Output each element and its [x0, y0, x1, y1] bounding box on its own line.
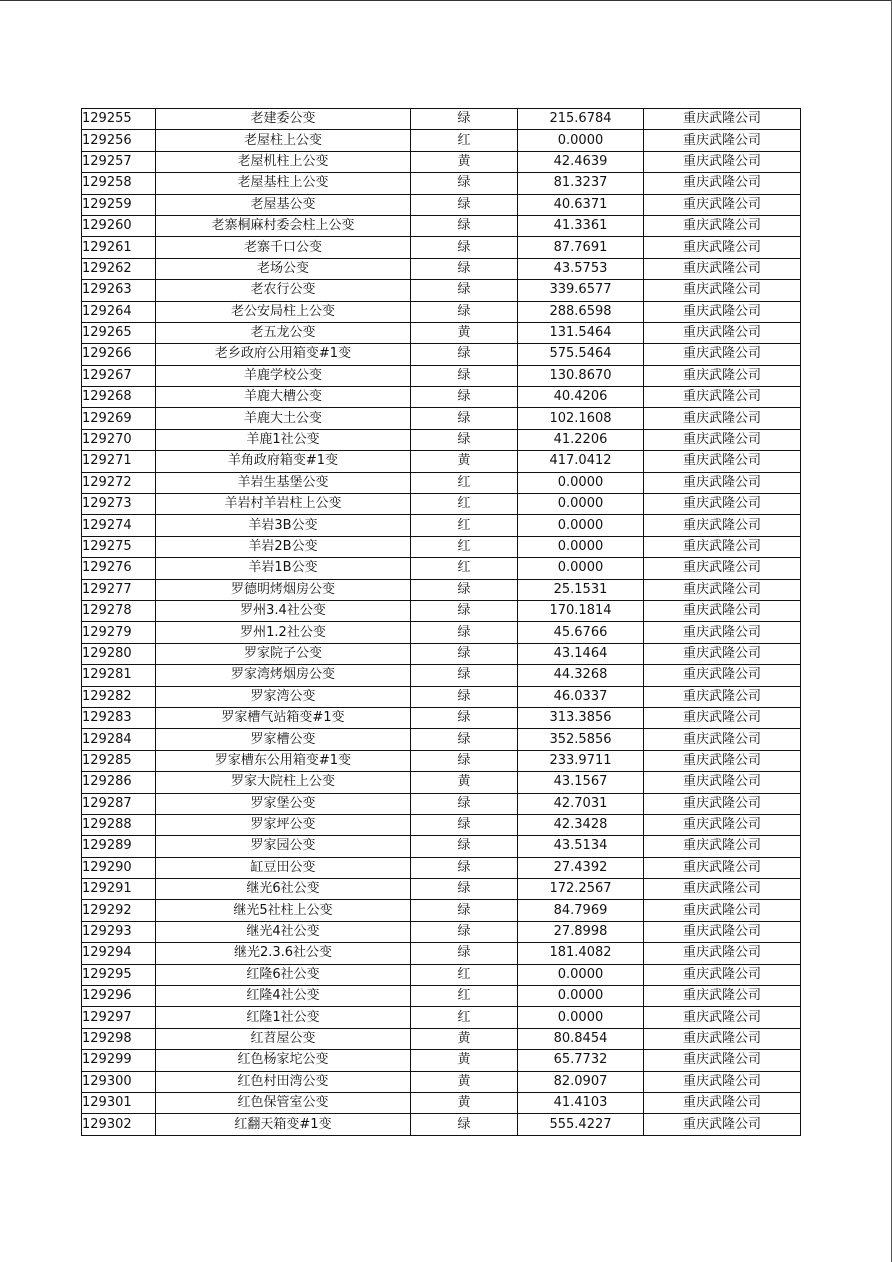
value-cell: 0.0000 — [518, 964, 644, 985]
row-id-cell: 129255 — [82, 109, 156, 130]
company-cell: 重庆武隆公司 — [644, 344, 801, 365]
status-color-cell: 红 — [411, 536, 518, 557]
status-color-cell: 绿 — [411, 344, 518, 365]
row-id-cell: 129286 — [82, 772, 156, 793]
table-row — [82, 280, 801, 301]
table-row — [82, 964, 801, 985]
status-color-cell: 绿 — [411, 173, 518, 194]
value-cell: 555.4227 — [518, 1114, 644, 1135]
table-row — [82, 322, 801, 343]
row-id-cell: 129292 — [82, 900, 156, 921]
table-row — [82, 1114, 801, 1135]
table-row — [82, 301, 801, 322]
status-color-cell: 绿 — [411, 879, 518, 900]
row-id-cell: 129288 — [82, 814, 156, 835]
table-row — [82, 943, 801, 964]
value-cell: 131.5464 — [518, 322, 644, 343]
table-row — [82, 921, 801, 942]
table-row — [82, 600, 801, 621]
table-row — [82, 344, 801, 365]
row-id-cell: 129293 — [82, 921, 156, 942]
table-row — [82, 130, 801, 151]
transformer-name-cell: 罗家湾烤烟房公变 — [156, 665, 411, 686]
value-cell: 42.3428 — [518, 814, 644, 835]
table-row — [82, 515, 801, 536]
company-cell: 重庆武隆公司 — [644, 1050, 801, 1071]
company-cell: 重庆武隆公司 — [644, 579, 801, 600]
transformer-name-cell: 老寨千口公变 — [156, 237, 411, 258]
table-row — [82, 857, 801, 878]
table-row — [82, 173, 801, 194]
table-row — [82, 451, 801, 472]
transformer-name-cell: 罗家槽东公用箱变#1变 — [156, 750, 411, 771]
company-cell: 重庆武隆公司 — [644, 494, 801, 515]
table-row — [82, 729, 801, 750]
table-row — [82, 215, 801, 236]
row-id-cell: 129260 — [82, 215, 156, 236]
status-color-cell: 绿 — [411, 408, 518, 429]
value-cell: 0.0000 — [518, 1007, 644, 1028]
table-row — [82, 622, 801, 643]
status-color-cell: 绿 — [411, 622, 518, 643]
transformer-name-cell: 羊鹿大土公变 — [156, 408, 411, 429]
transformer-name-cell: 继光2.3.6社公变 — [156, 943, 411, 964]
status-color-cell: 黄 — [411, 1050, 518, 1071]
table-row — [82, 494, 801, 515]
status-color-cell: 黄 — [411, 1092, 518, 1113]
table-row — [82, 814, 801, 835]
company-cell: 重庆武隆公司 — [644, 943, 801, 964]
table-row — [82, 750, 801, 771]
status-color-cell: 绿 — [411, 943, 518, 964]
table-row — [82, 1007, 801, 1028]
table-row — [82, 472, 801, 493]
row-id-cell: 129283 — [82, 707, 156, 728]
company-cell: 重庆武隆公司 — [644, 151, 801, 172]
transformer-name-cell: 羊鹿学校公变 — [156, 365, 411, 386]
company-cell: 重庆武隆公司 — [644, 1114, 801, 1135]
status-color-cell: 黄 — [411, 322, 518, 343]
value-cell: 43.1567 — [518, 772, 644, 793]
row-id-cell: 129300 — [82, 1071, 156, 1092]
value-cell: 102.1608 — [518, 408, 644, 429]
transformer-name-cell: 罗家槽公变 — [156, 729, 411, 750]
value-cell: 40.4206 — [518, 387, 644, 408]
company-cell: 重庆武隆公司 — [644, 986, 801, 1007]
status-color-cell: 绿 — [411, 857, 518, 878]
value-cell: 170.1814 — [518, 600, 644, 621]
value-cell: 45.6766 — [518, 622, 644, 643]
company-cell: 重庆武隆公司 — [644, 707, 801, 728]
table-row — [82, 643, 801, 664]
table-row — [82, 836, 801, 857]
table-row — [82, 365, 801, 386]
transformer-name-cell: 老寨桐麻村委会柱上公变 — [156, 215, 411, 236]
status-color-cell: 红 — [411, 1007, 518, 1028]
value-cell: 0.0000 — [518, 130, 644, 151]
status-color-cell: 绿 — [411, 793, 518, 814]
status-color-cell: 绿 — [411, 194, 518, 215]
transformer-name-cell: 老乡政府公用箱变#1变 — [156, 344, 411, 365]
table-row — [82, 258, 801, 279]
company-cell: 重庆武隆公司 — [644, 814, 801, 835]
company-cell: 重庆武隆公司 — [644, 408, 801, 429]
row-id-cell: 129287 — [82, 793, 156, 814]
transformer-name-cell: 红色村田湾公变 — [156, 1071, 411, 1092]
table-row — [82, 109, 801, 130]
transformer-name-cell: 红隆4社公变 — [156, 986, 411, 1007]
table-row — [82, 665, 801, 686]
value-cell: 215.6784 — [518, 109, 644, 130]
value-cell: 43.5134 — [518, 836, 644, 857]
value-cell: 181.4082 — [518, 943, 644, 964]
table-row — [82, 387, 801, 408]
row-id-cell: 129291 — [82, 879, 156, 900]
value-cell: 43.1464 — [518, 643, 644, 664]
company-cell: 重庆武隆公司 — [644, 215, 801, 236]
row-id-cell: 129280 — [82, 643, 156, 664]
status-color-cell: 绿 — [411, 280, 518, 301]
transformer-name-cell: 缸豆田公变 — [156, 857, 411, 878]
row-id-cell: 129265 — [82, 322, 156, 343]
table-row — [82, 579, 801, 600]
transformer-table — [81, 108, 801, 1136]
value-cell: 0.0000 — [518, 472, 644, 493]
status-color-cell: 黄 — [411, 451, 518, 472]
company-cell: 重庆武隆公司 — [644, 258, 801, 279]
company-cell: 重庆武隆公司 — [644, 536, 801, 557]
transformer-name-cell: 老农行公变 — [156, 280, 411, 301]
status-color-cell: 绿 — [411, 921, 518, 942]
transformer-name-cell: 罗家大院柱上公变 — [156, 772, 411, 793]
transformer-name-cell: 羊鹿1社公变 — [156, 429, 411, 450]
transformer-name-cell: 羊鹿大槽公变 — [156, 387, 411, 408]
transformer-name-cell: 继光6社公变 — [156, 879, 411, 900]
transformer-name-cell: 老屋机柱上公变 — [156, 151, 411, 172]
table-row — [82, 429, 801, 450]
company-cell: 重庆武隆公司 — [644, 280, 801, 301]
transformer-name-cell: 罗州3.4社公变 — [156, 600, 411, 621]
value-cell: 41.4103 — [518, 1092, 644, 1113]
row-id-cell: 129284 — [82, 729, 156, 750]
transformer-name-cell: 羊角政府箱变#1变 — [156, 451, 411, 472]
row-id-cell: 129263 — [82, 280, 156, 301]
row-id-cell: 129264 — [82, 301, 156, 322]
table-row — [82, 536, 801, 557]
status-color-cell: 绿 — [411, 1114, 518, 1135]
row-id-cell: 129261 — [82, 237, 156, 258]
company-cell: 重庆武隆公司 — [644, 558, 801, 579]
status-color-cell: 红 — [411, 558, 518, 579]
company-cell: 重庆武隆公司 — [644, 1092, 801, 1113]
value-cell: 417.0412 — [518, 451, 644, 472]
status-color-cell: 绿 — [411, 750, 518, 771]
row-id-cell: 129267 — [82, 365, 156, 386]
status-color-cell: 黄 — [411, 1028, 518, 1049]
value-cell: 233.9711 — [518, 750, 644, 771]
value-cell: 65.7732 — [518, 1050, 644, 1071]
transformer-name-cell: 老五龙公变 — [156, 322, 411, 343]
company-cell: 重庆武隆公司 — [644, 1028, 801, 1049]
value-cell: 81.3237 — [518, 173, 644, 194]
transformer-name-cell: 红苕屋公变 — [156, 1028, 411, 1049]
transformer-name-cell: 罗州1.2社公变 — [156, 622, 411, 643]
row-id-cell: 129294 — [82, 943, 156, 964]
row-id-cell: 129278 — [82, 600, 156, 621]
value-cell: 172.2567 — [518, 879, 644, 900]
value-cell: 41.3361 — [518, 215, 644, 236]
row-id-cell: 129275 — [82, 536, 156, 557]
row-id-cell: 129271 — [82, 451, 156, 472]
row-id-cell: 129285 — [82, 750, 156, 771]
row-id-cell: 129258 — [82, 173, 156, 194]
table-row — [82, 879, 801, 900]
value-cell: 0.0000 — [518, 558, 644, 579]
status-color-cell: 绿 — [411, 643, 518, 664]
transformer-name-cell: 罗家湾公变 — [156, 686, 411, 707]
company-cell: 重庆武隆公司 — [644, 921, 801, 942]
status-color-cell: 绿 — [411, 429, 518, 450]
value-cell: 27.4392 — [518, 857, 644, 878]
table-row — [82, 772, 801, 793]
row-id-cell: 129269 — [82, 408, 156, 429]
table-row — [82, 1092, 801, 1113]
table-row — [82, 151, 801, 172]
value-cell: 27.8998 — [518, 921, 644, 942]
company-cell: 重庆武隆公司 — [644, 857, 801, 878]
value-cell: 130.8670 — [518, 365, 644, 386]
status-color-cell: 绿 — [411, 836, 518, 857]
row-id-cell: 129262 — [82, 258, 156, 279]
value-cell: 0.0000 — [518, 515, 644, 536]
status-color-cell: 红 — [411, 130, 518, 151]
value-cell: 313.3856 — [518, 707, 644, 728]
status-color-cell: 红 — [411, 494, 518, 515]
row-id-cell: 129281 — [82, 665, 156, 686]
row-id-cell: 129273 — [82, 494, 156, 515]
value-cell: 0.0000 — [518, 494, 644, 515]
value-cell: 46.0337 — [518, 686, 644, 707]
transformer-name-cell: 红隆1社公变 — [156, 1007, 411, 1028]
company-cell: 重庆武隆公司 — [644, 964, 801, 985]
row-id-cell: 129290 — [82, 857, 156, 878]
transformer-name-cell: 红隆6社公变 — [156, 964, 411, 985]
status-color-cell: 绿 — [411, 237, 518, 258]
row-id-cell: 129274 — [82, 515, 156, 536]
table-row — [82, 1071, 801, 1092]
transformer-name-cell: 老公安局柱上公变 — [156, 301, 411, 322]
value-cell: 43.5753 — [518, 258, 644, 279]
company-cell: 重庆武隆公司 — [644, 836, 801, 857]
status-color-cell: 红 — [411, 964, 518, 985]
row-id-cell: 129282 — [82, 686, 156, 707]
transformer-name-cell: 红色保管室公变 — [156, 1092, 411, 1113]
company-cell: 重庆武隆公司 — [644, 173, 801, 194]
company-cell: 重庆武隆公司 — [644, 301, 801, 322]
row-id-cell: 129302 — [82, 1114, 156, 1135]
company-cell: 重庆武隆公司 — [644, 793, 801, 814]
transformer-name-cell: 老屋柱上公变 — [156, 130, 411, 151]
transformer-name-cell: 罗家堡公变 — [156, 793, 411, 814]
company-cell: 重庆武隆公司 — [644, 237, 801, 258]
company-cell: 重庆武隆公司 — [644, 729, 801, 750]
status-color-cell: 红 — [411, 986, 518, 1007]
company-cell: 重庆武隆公司 — [644, 365, 801, 386]
table-row — [82, 1028, 801, 1049]
transformer-name-cell: 罗家院子公变 — [156, 643, 411, 664]
table-row — [82, 237, 801, 258]
status-color-cell: 绿 — [411, 387, 518, 408]
company-cell: 重庆武隆公司 — [644, 900, 801, 921]
transformer-name-cell: 羊岩生基堡公变 — [156, 472, 411, 493]
company-cell: 重庆武隆公司 — [644, 451, 801, 472]
company-cell: 重庆武隆公司 — [644, 130, 801, 151]
company-cell: 重庆武隆公司 — [644, 643, 801, 664]
table-row — [82, 408, 801, 429]
table-row — [82, 986, 801, 1007]
transformer-name-cell: 罗家坪公变 — [156, 814, 411, 835]
row-id-cell: 129298 — [82, 1028, 156, 1049]
company-cell: 重庆武隆公司 — [644, 622, 801, 643]
value-cell: 0.0000 — [518, 536, 644, 557]
value-cell: 42.7031 — [518, 793, 644, 814]
status-color-cell: 黄 — [411, 151, 518, 172]
company-cell: 重庆武隆公司 — [644, 665, 801, 686]
company-cell: 重庆武隆公司 — [644, 322, 801, 343]
row-id-cell: 129296 — [82, 986, 156, 1007]
row-id-cell: 129299 — [82, 1050, 156, 1071]
value-cell: 82.0907 — [518, 1071, 644, 1092]
company-cell: 重庆武隆公司 — [644, 600, 801, 621]
status-color-cell: 黄 — [411, 772, 518, 793]
transformer-name-cell: 继光5社柱上公变 — [156, 900, 411, 921]
row-id-cell: 129256 — [82, 130, 156, 151]
status-color-cell: 绿 — [411, 109, 518, 130]
company-cell: 重庆武隆公司 — [644, 387, 801, 408]
value-cell: 40.6371 — [518, 194, 644, 215]
value-cell: 575.5464 — [518, 344, 644, 365]
company-cell: 重庆武隆公司 — [644, 109, 801, 130]
transformer-name-cell: 老场公变 — [156, 258, 411, 279]
row-id-cell: 129270 — [82, 429, 156, 450]
status-color-cell: 绿 — [411, 579, 518, 600]
status-color-cell: 绿 — [411, 301, 518, 322]
row-id-cell: 129297 — [82, 1007, 156, 1028]
transformer-name-cell: 继光4社公变 — [156, 921, 411, 942]
row-id-cell: 129266 — [82, 344, 156, 365]
table-row — [82, 558, 801, 579]
company-cell: 重庆武隆公司 — [644, 750, 801, 771]
status-color-cell: 绿 — [411, 707, 518, 728]
table-row — [82, 194, 801, 215]
company-cell: 重庆武隆公司 — [644, 879, 801, 900]
company-cell: 重庆武隆公司 — [644, 515, 801, 536]
company-cell: 重庆武隆公司 — [644, 1071, 801, 1092]
row-id-cell: 129257 — [82, 151, 156, 172]
table-row — [82, 686, 801, 707]
transformer-name-cell: 羊岩1B公变 — [156, 558, 411, 579]
company-cell: 重庆武隆公司 — [644, 686, 801, 707]
table-row — [82, 707, 801, 728]
table-row — [82, 793, 801, 814]
value-cell: 44.3268 — [518, 665, 644, 686]
company-cell: 重庆武隆公司 — [644, 1007, 801, 1028]
row-id-cell: 129301 — [82, 1092, 156, 1113]
row-id-cell: 129259 — [82, 194, 156, 215]
value-cell: 41.2206 — [518, 429, 644, 450]
transformer-name-cell: 红翻天箱变#1变 — [156, 1114, 411, 1135]
transformer-name-cell: 羊岩村羊岩柱上公变 — [156, 494, 411, 515]
value-cell: 42.4639 — [518, 151, 644, 172]
transformer-name-cell: 罗德明烤烟房公变 — [156, 579, 411, 600]
value-cell: 352.5856 — [518, 729, 644, 750]
row-id-cell: 129272 — [82, 472, 156, 493]
status-color-cell: 绿 — [411, 814, 518, 835]
company-cell: 重庆武隆公司 — [644, 194, 801, 215]
value-cell: 25.1531 — [518, 579, 644, 600]
status-color-cell: 红 — [411, 472, 518, 493]
value-cell: 84.7969 — [518, 900, 644, 921]
status-color-cell: 绿 — [411, 729, 518, 750]
status-color-cell: 绿 — [411, 600, 518, 621]
status-color-cell: 绿 — [411, 365, 518, 386]
transformer-name-cell: 红色杨家坨公变 — [156, 1050, 411, 1071]
status-color-cell: 红 — [411, 515, 518, 536]
status-color-cell: 绿 — [411, 686, 518, 707]
transformer-name-cell: 老建委公变 — [156, 109, 411, 130]
row-id-cell: 129268 — [82, 387, 156, 408]
value-cell: 0.0000 — [518, 986, 644, 1007]
row-id-cell: 129277 — [82, 579, 156, 600]
table-body — [82, 109, 801, 1136]
status-color-cell: 绿 — [411, 258, 518, 279]
transformer-name-cell: 老屋基柱上公变 — [156, 173, 411, 194]
row-id-cell: 129276 — [82, 558, 156, 579]
page-top-border — [0, 0, 892, 1]
transformer-name-cell: 老屋基公变 — [156, 194, 411, 215]
company-cell: 重庆武隆公司 — [644, 472, 801, 493]
status-color-cell: 绿 — [411, 215, 518, 236]
company-cell: 重庆武隆公司 — [644, 429, 801, 450]
value-cell: 80.8454 — [518, 1028, 644, 1049]
transformer-name-cell: 罗家槽气站箱变#1变 — [156, 707, 411, 728]
row-id-cell: 129279 — [82, 622, 156, 643]
company-cell: 重庆武隆公司 — [644, 772, 801, 793]
table-row — [82, 900, 801, 921]
table-row — [82, 1050, 801, 1071]
value-cell: 339.6577 — [518, 280, 644, 301]
value-cell: 87.7691 — [518, 237, 644, 258]
transformer-name-cell: 罗家园公变 — [156, 836, 411, 857]
transformer-name-cell: 羊岩3B公变 — [156, 515, 411, 536]
status-color-cell: 绿 — [411, 900, 518, 921]
row-id-cell: 129295 — [82, 964, 156, 985]
transformer-name-cell: 羊岩2B公变 — [156, 536, 411, 557]
status-color-cell: 黄 — [411, 1071, 518, 1092]
status-color-cell: 绿 — [411, 665, 518, 686]
row-id-cell: 129289 — [82, 836, 156, 857]
value-cell: 288.6598 — [518, 301, 644, 322]
